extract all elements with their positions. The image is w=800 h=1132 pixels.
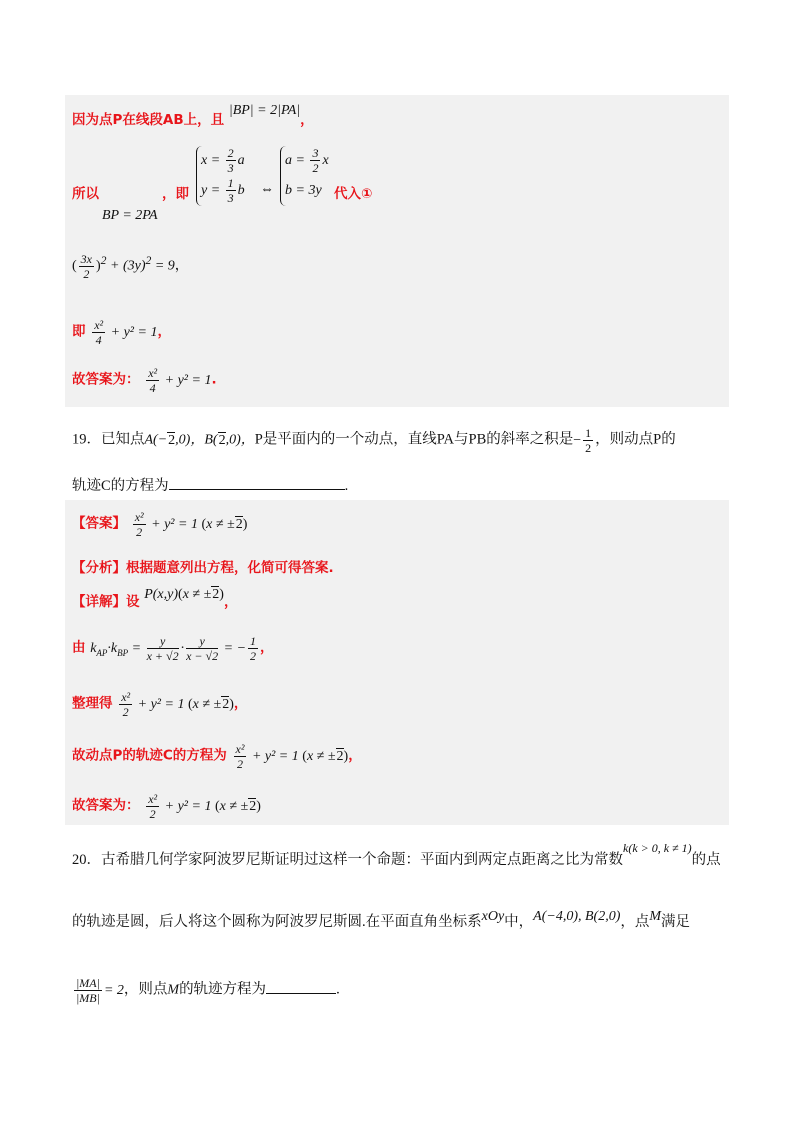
q19-step3: 故动点P的轨迹C的方程为 $\frac{\text{x²}}{2}$ + y² = 1 (x ≠ ±2)，	[72, 742, 362, 771]
analysis-label: 【分析】	[72, 560, 126, 576]
step2-math: $\frac{\text{x²}}{2}$ + y² = 1 (x ≠ ±2)	[121, 690, 234, 719]
q19-period: .	[344, 478, 349, 494]
q19-text-b: P是平面内的一个动点，直线PA与PB的斜率之积是	[254, 431, 574, 448]
q19-step2: 整理得 $\frac{\text{x²}}{2}$ + y² = 1 (x ≠ ±2)，	[72, 690, 248, 719]
q20-text-e: ，点	[620, 914, 650, 930]
step2-prefix: 整理得	[72, 695, 113, 712]
q19-step4	[72, 792, 261, 821]
q19-analysis-line	[72, 556, 334, 576]
prev-line2-vector-eq: BP = 2PA	[102, 208, 158, 223]
q19-line2	[72, 474, 348, 495]
q20-m: M	[649, 909, 662, 924]
prev-line5-math: $\frac{\text{x²}}{4}$ + y² = 1	[148, 366, 212, 395]
step1-math: $k_{AP}\cdot k_{BP}$ = $\frac{y}{x + √2}$ · $\frac{y}{x - √2}$ = − $\frac{1}{2}$	[90, 634, 257, 663]
prev-line4-prefix: 即	[72, 323, 86, 340]
step4-prefix: 故答案为：	[72, 797, 140, 814]
q20-text-g: ，则点	[123, 981, 168, 998]
prev-line2-label: 所以	[72, 186, 99, 202]
q19-points: A(−2,0)，B(2,0)，	[144, 432, 255, 448]
q20-k-condition: k(k > 0, k ≠ 1)	[623, 841, 692, 855]
step4-math: $\frac{\text{x²}}{2}$ + y² = 1 (x ≠ ±2)	[148, 792, 261, 821]
prev-line4: 即 $\frac{\text{x²}}{4}$ + y² = 1，	[72, 318, 171, 347]
q19-text-c: ，则动点P的	[595, 431, 676, 448]
answer-label: 【答案】	[72, 515, 126, 532]
q19-answer-blank[interactable]	[169, 489, 345, 490]
prev-system-right: a = $\frac{3}{2}$ x b = 3y	[280, 146, 329, 206]
detail-text: 设	[126, 594, 140, 610]
analysis-text: 根据题意列出方程，化简可得答案.	[126, 560, 334, 576]
q19-step1: 由 $k_{AP}\cdot k_{BP}$ = $\frac{y}{x + √2}$ · $\frac{y}{x - √2}$ = − $\frac{1}{2}$ ，	[72, 634, 274, 663]
q20-period: .	[336, 981, 340, 998]
prev-system-left: x = $\frac{2}{3}$ a y = $\frac{1}{3}$ b	[196, 146, 245, 206]
q20-m2: M	[167, 982, 180, 998]
q19-detail-line: 【详解】设 P(x,y)(x ≠ ±2)，	[72, 587, 238, 610]
step3-math: $\frac{\text{x²}}{2}$ + y² = 1 (x ≠ ±2)	[235, 742, 349, 771]
q20-points: A(−4,0), B(2,0)	[533, 909, 621, 924]
detail-label: 【详解】	[72, 594, 126, 610]
detail-math: P(x,y)(x ≠ ±2)	[144, 587, 224, 602]
q20-text-h: 的轨迹方程为	[179, 981, 267, 998]
q20-line1	[72, 841, 721, 869]
q20-text-c: 的轨迹是圆，后人将这个圆称为阿波罗尼斯圆.在平面直角坐标系	[72, 914, 482, 930]
prev-line1-text: 因为点P在线段AB上，且	[72, 112, 225, 128]
q20-ratio: $\frac{|MA|}{|MB|}$ = 2	[76, 976, 124, 1005]
answer-math: $\frac{\text{x²}}{2}$ + y² = 1 (x ≠ ±2)	[134, 510, 248, 539]
prev-line3: ( $\frac{3x}{2}$ )$^2 + (3y)^2 = 9$，	[72, 252, 189, 281]
q20-text-a: 20．古希腊几何学家阿波罗尼斯证明过这样一个命题：平面内到两定点距离之比为常数	[72, 852, 623, 868]
q20-text-d: 中，	[504, 914, 534, 930]
prev-iff-symbol: ⇔	[260, 182, 274, 197]
prev-line1: 因为点P在线段AB上，且 |BP| = 2|PA|，	[72, 103, 314, 128]
q20-text-b: 的点	[691, 852, 721, 868]
q19-text-d: 轨迹C的方程为	[72, 478, 169, 494]
step3-prefix: 故动点P的轨迹C的方程为	[72, 747, 227, 764]
prev-line4-math: $\frac{\text{x²}}{4}$ + y² = 1	[94, 318, 158, 347]
prev-line2-mid: ，即	[162, 186, 189, 202]
prev-solution-block	[65, 95, 729, 407]
q20-line3	[72, 976, 340, 1005]
q19-answer-line	[72, 510, 247, 539]
prev-line5: 故答案为： $\frac{\text{x²}}{4}$ + y² = 1.	[72, 366, 217, 395]
q20-answer-blank[interactable]	[266, 993, 336, 994]
prev-line2-tail: 代入①	[334, 186, 373, 202]
q20-xoy: xOy	[481, 909, 505, 924]
q20-text-f: 满足	[661, 914, 691, 930]
q19-line1	[72, 426, 676, 455]
q20-line2	[72, 910, 690, 931]
prev-line5-prefix: 故答案为：	[72, 371, 140, 388]
q19-text-a: 19．已知点	[72, 431, 145, 448]
step1-prefix: 由	[72, 639, 86, 656]
prev-line1-math: |BP| = 2|PA|	[228, 103, 301, 118]
q19-fraction: − $\frac{1}{2}$	[573, 426, 592, 455]
